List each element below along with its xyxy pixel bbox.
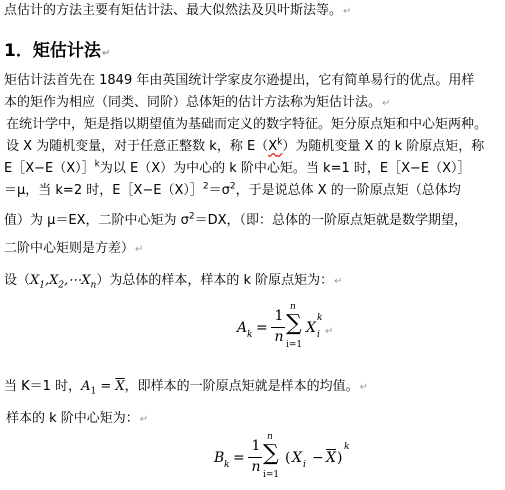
text-span: ＝σ (208, 183, 230, 198)
text-span: ,⋯X (64, 273, 91, 288)
paragraph-line (4, 212, 467, 230)
paragraph-line (4, 94, 390, 113)
formula-numerator: 1 (274, 308, 284, 324)
superscript: 2 (188, 211, 195, 222)
formula-equals: = (233, 450, 245, 466)
formula-minus: − (312, 450, 324, 466)
paragraph-line (6, 116, 487, 134)
return-mark-icon: ↵ (135, 244, 144, 255)
text-span: 当 K＝1 时， (4, 379, 82, 394)
text-span: X (30, 273, 40, 288)
formula-subscript: k (224, 460, 230, 470)
paragraph-line (4, 182, 461, 200)
formula-denominator: n (251, 459, 261, 475)
intro-line (4, 2, 351, 21)
paragraph-line (4, 160, 471, 178)
close-paren: ) (337, 450, 343, 466)
formula-symbol: X (306, 320, 316, 336)
text-span: ,X (45, 273, 59, 288)
return-mark-icon: ↵ (382, 98, 391, 109)
sample-mean-symbol: $\overline{X}$ (326, 450, 336, 466)
text-span: ，即样本的一阶原点矩就是样本的均值。 (124, 379, 359, 394)
formula-subscript: i (303, 460, 306, 470)
return-mark-icon: ↵ (334, 276, 343, 287)
text-span: 点估计的方法主要有矩估计法、最大似然法及贝叶斯法等。 (4, 3, 343, 18)
heading-number: 1． (4, 41, 33, 61)
text-span: 设（ (4, 273, 31, 288)
paragraph-line (4, 240, 143, 259)
formula-numerator: 1 (251, 438, 261, 454)
text-span: 值）为 μ＝EX，二阶中心矩为 σ (4, 213, 189, 228)
sum-upper-limit: n (267, 432, 273, 442)
text-span: A (81, 379, 91, 394)
formula-equals: = (256, 320, 268, 336)
text-span: 设 X 为随机变量，对于任意正整数 k，称 E（ (6, 139, 269, 154)
superscript: 2 (229, 181, 236, 192)
return-mark-icon: ↵ (343, 6, 352, 17)
return-mark-icon: ↵ (325, 326, 334, 337)
paragraph-line (6, 138, 484, 156)
formula-denominator: n (274, 329, 284, 345)
paragraph-line (4, 72, 474, 90)
fraction-bar (248, 457, 262, 458)
paragraph-line (6, 410, 148, 429)
superscript: k (94, 159, 100, 170)
text-span: ）为总体的样本，样本的 k 阶原点矩为： (96, 273, 334, 288)
return-mark-icon: ↵ (139, 414, 149, 425)
text-span: X (268, 139, 278, 154)
text-span: E［X−E（X）］ (4, 161, 95, 176)
sum-upper-limit: n (290, 302, 296, 312)
subscript: 1 (39, 280, 46, 291)
text-span: ＝DX，（即：总体的一阶原点矩就是数学期望， (194, 213, 468, 228)
formula-superscript: k (344, 442, 350, 452)
text-span: ）为随机变量 X 的 k 阶原点矩，称 (282, 139, 485, 154)
sample-mean-symbol: $\overline{X}$ (115, 379, 125, 394)
section-heading (4, 40, 110, 65)
sum-icon: ∑ (263, 441, 279, 466)
text-span: 为以 E（X）为中心的 k 阶中心矩。当 k=1 时，E［X−E（X）］ (99, 161, 471, 176)
text-span: ＝μ，当 k=2 时，E［X−E（X）］ (4, 183, 203, 198)
formula-symbol: B (214, 450, 225, 466)
text-span: 在统计学中，矩是指以期望值为基础而定义的数字特征。矩分原点矩和中心矩两种。 (6, 117, 488, 132)
return-mark-icon: ↵ (101, 48, 111, 59)
formula-subscript: i (317, 330, 320, 340)
text-span: = (96, 379, 116, 394)
subscript: n (90, 280, 97, 291)
paragraph-line (4, 378, 368, 397)
superscript: k (277, 137, 283, 148)
text-span: 本的矩作为相应（同类、同阶）总体矩的估计方法称为矩估计法。 (4, 95, 382, 110)
text-span: ，于是说总体 X 的一阶原点矩（总体均 (235, 183, 461, 198)
formula-symbol: A (237, 320, 248, 336)
superscript: 2 (202, 181, 209, 192)
formula-symbol: X (292, 450, 302, 466)
text-span: 二阶中心矩则是方差） (4, 241, 135, 256)
sum-icon: ∑ (286, 311, 302, 336)
return-mark-icon: ↵ (359, 382, 369, 393)
subscript: 2 (58, 280, 65, 291)
fraction-bar (271, 327, 285, 328)
heading-title: 矩估计法 (32, 41, 101, 61)
formula-subscript: k (247, 330, 253, 340)
open-paren: ( (285, 450, 291, 466)
sum-lower-limit: i=1 (286, 340, 303, 350)
moment-x (268, 139, 282, 154)
paragraph-line (4, 272, 343, 291)
text-span: 矩估计法首先在 1849 年由英国统计学家皮尔逊提出，它有简单易行的优点。用样 (4, 73, 475, 88)
subscript: 1 (90, 386, 97, 397)
formula-superscript: k (317, 313, 323, 323)
sum-lower-limit: i=1 (263, 470, 280, 480)
text-span: 样本的 k 阶中心矩为： (6, 411, 139, 426)
